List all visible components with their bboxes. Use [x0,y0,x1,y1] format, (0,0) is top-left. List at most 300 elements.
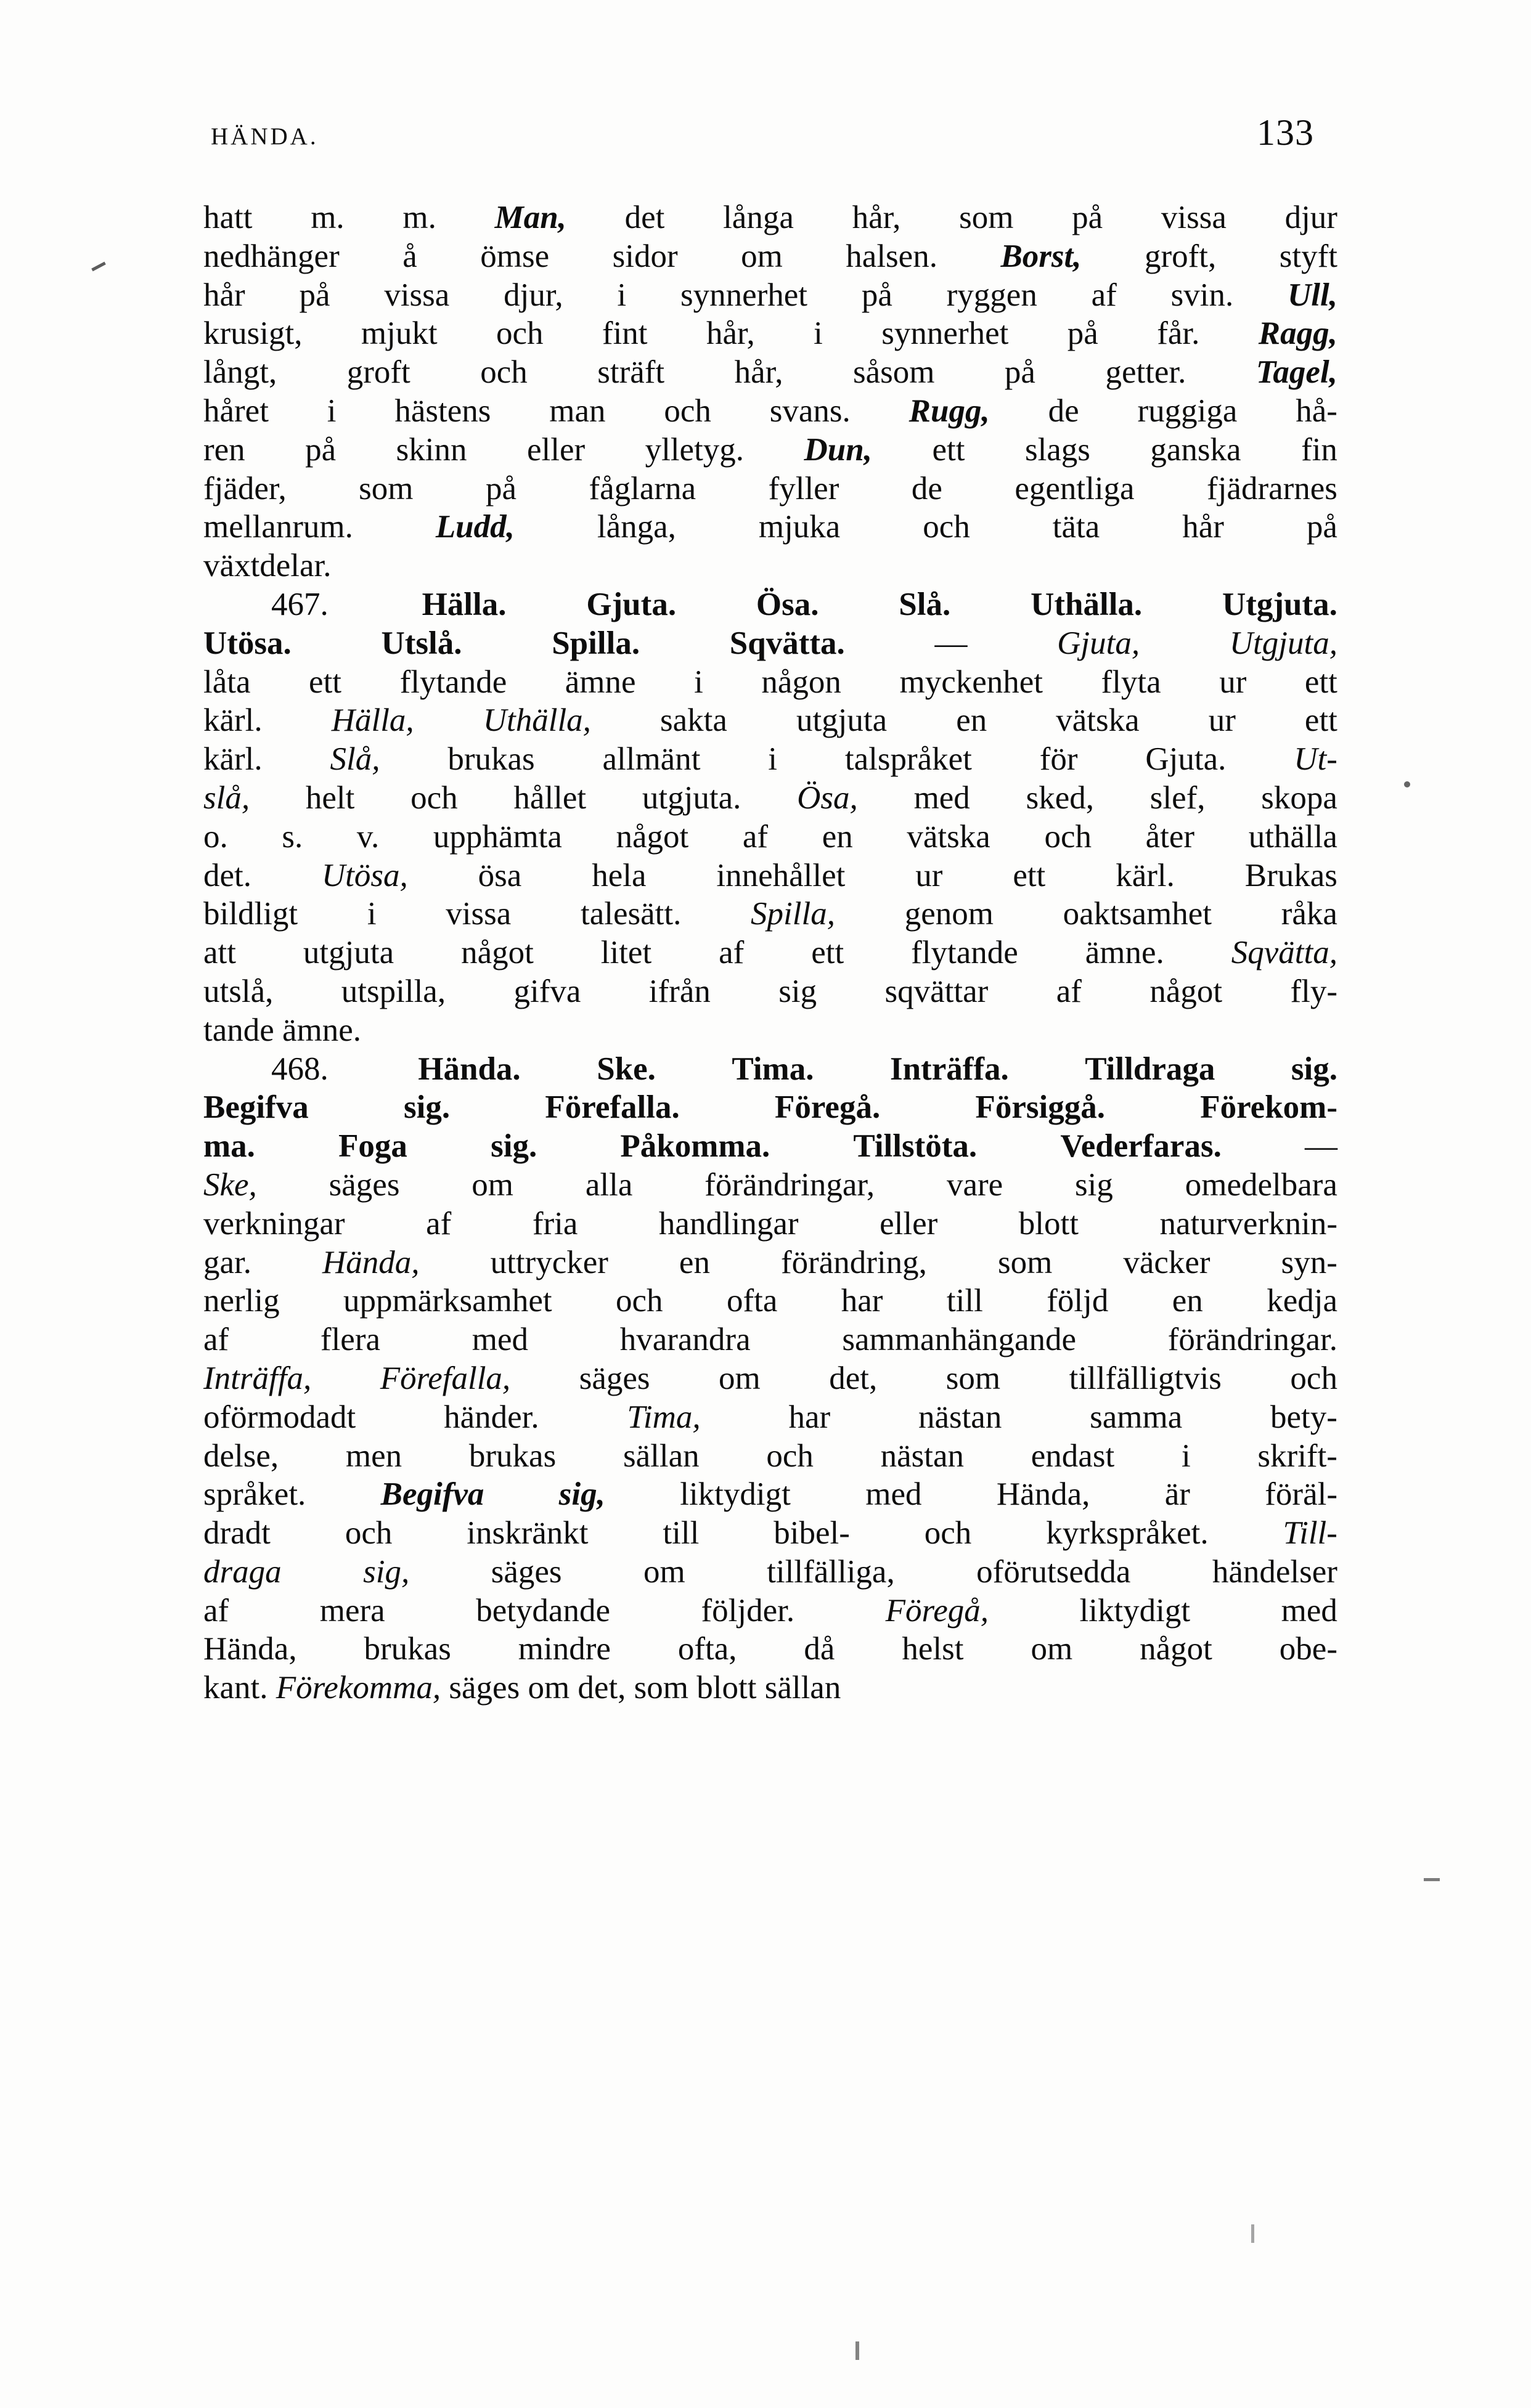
text-run: talesätt. [580,896,682,932]
text-run: bibel- [774,1515,850,1552]
text-run: de [1048,393,1079,429]
text-run: något [616,818,689,855]
text-run: svin. [1170,277,1234,313]
text-run: Dun, [804,431,873,468]
text-line [203,1127,1337,1166]
text-run: ett [309,664,342,700]
text-run: åter [1145,818,1195,855]
text-line [203,276,1337,315]
text-run: Uthälla, [483,702,591,739]
text-run: som [959,200,1014,235]
text-run: håret [203,393,269,429]
text-line [203,547,1337,585]
text-run: slef, [1149,779,1206,816]
text-line [203,818,1337,856]
scan-artifact-bottom [855,2341,859,2360]
text-run: af [426,1205,452,1242]
text-run: samma [1090,1399,1183,1435]
text-line [203,779,1337,818]
text-run: Ösa. [756,586,819,622]
text-run: Rugg, [908,393,990,429]
text-run: Föregå, [885,1592,989,1629]
text-run: uppmärksamhet [343,1283,552,1319]
text-run: utgjuta [796,702,888,739]
text-run: om [472,1166,514,1203]
text-run: eller [880,1205,938,1242]
text-run: upphämta [433,818,562,855]
text-run: Ull, [1288,277,1337,313]
text-run: vissa [384,277,450,313]
text-line [203,1475,1337,1514]
text-run: — [1305,1128,1337,1165]
text-run: Spilla, [751,896,835,932]
text-run: Ske, [203,1166,257,1203]
text-run: eller [526,431,586,468]
text-run: i [1181,1438,1191,1474]
text-run: kyrkspråket. [1046,1515,1209,1552]
scan-artifact-mark [91,262,106,272]
text-run: nästan [880,1438,965,1474]
text-run: uthälla [1248,818,1337,855]
text-run: om [741,238,783,274]
text-run: Begifva [380,1476,484,1513]
text-run: — [934,625,968,661]
text-run: i [617,277,627,313]
text-line [203,1243,1337,1282]
text-run: af [203,1322,229,1358]
text-run: uttrycker [490,1244,608,1280]
text-line [203,972,1337,1011]
text-run: sig [1075,1166,1113,1203]
text-line [203,895,1337,934]
text-run: flytande [911,935,1018,971]
text-run: Försiggå. [975,1089,1105,1126]
text-run: på [1004,354,1035,391]
text-run: Brukas [1244,857,1337,893]
text-run: Utösa. [203,625,292,661]
text-run: hållet [513,779,587,816]
text-run: delse, [203,1438,279,1474]
text-run: ur [915,857,943,893]
text-run: ett [1304,702,1337,739]
text-run: ruggiga [1137,393,1238,429]
text-run: Hända. [418,1051,521,1087]
text-run: helst [902,1631,964,1667]
text-run: mindre [518,1631,611,1667]
text-run: om [1031,1631,1073,1667]
text-line [203,585,1337,624]
text-run: Hälla, [331,702,414,739]
text-run: säges om det, som blott sällan [441,1670,841,1706]
text-run: Förefalla, [380,1360,511,1396]
text-run: ämne [565,664,636,700]
text-run: med [865,1476,922,1513]
text-run: brukas [447,741,535,778]
text-run: omedelbara [1185,1166,1337,1203]
page-header [211,108,1314,153]
text-run: Förekomma, [267,1670,441,1706]
text-run: mjuka [758,509,841,545]
text-line [203,701,1337,740]
text-run: tillfälligtvis [1069,1360,1222,1396]
text-run: sig. [491,1128,537,1165]
text-run: då [804,1631,835,1667]
text-run: Tillstöta. [853,1128,978,1165]
text-line [203,392,1337,431]
text-run: dradt [203,1515,271,1552]
text-line [203,1592,1337,1630]
text-run: allmänt [602,741,701,778]
text-run: en [1172,1283,1203,1319]
text-run: oaktsamhet [1063,896,1212,932]
text-run: fly- [1290,973,1337,1009]
text-run: ryggen [946,277,1037,313]
text-run: en [679,1244,710,1280]
text-run: fria [532,1205,578,1242]
text-run: sammanhängande [842,1322,1077,1358]
text-run: ett [932,431,965,468]
text-run: fyller [768,470,839,506]
text-run: gar. [203,1244,251,1280]
text-run: och [1044,818,1092,855]
text-run: låta [203,664,251,700]
text-run: långa, [597,509,676,545]
text-run: Ösa, [797,779,858,816]
text-run: Tima, [627,1399,701,1435]
text-run: med [1281,1592,1337,1629]
text-run: egentliga [1015,470,1135,506]
text-run: synnerhet [680,277,808,313]
text-run: Gjuta. [1145,741,1227,778]
text-run: fint [602,315,648,352]
text-run: och [616,1283,663,1319]
text-run: har [841,1283,883,1319]
text-run: Inträffa, [203,1360,312,1396]
text-line [203,431,1337,470]
text-run: förändringar. [1167,1322,1337,1358]
text-run: till [946,1283,983,1319]
text-run: har [788,1399,831,1435]
text-run: styft [1279,238,1337,274]
text-run: Ut- [1294,741,1337,778]
text-run: helt [305,779,355,816]
text-run: ett [811,935,844,971]
text-run: Utgjuta, [1229,625,1337,661]
text-run: litet [600,935,652,971]
text-run: de [911,470,942,506]
text-run: ofta, [677,1631,737,1667]
entry-468 [203,1050,1337,1708]
text-line [203,237,1337,276]
text-run: endast [1031,1438,1115,1474]
text-run: o. [203,818,228,855]
page-content [203,108,1337,1707]
text-run: och [1290,1360,1337,1396]
text-run: säges [329,1166,400,1203]
text-run: ett [1304,664,1337,700]
text-run: språket. [203,1476,306,1513]
text-run: Gjuta, [1057,625,1140,661]
text-line [203,508,1337,547]
text-line [203,856,1337,895]
text-run: kärl. [203,702,263,739]
text-run: i [814,315,823,352]
text-run: på [1067,315,1098,352]
text-line [203,1669,1337,1707]
text-run: på [1306,509,1337,545]
text-run: Tilldraga [1085,1051,1215,1087]
text-run: Tagel, [1255,354,1337,391]
scan-artifact-bottom-right [1251,2224,1254,2243]
text-run: myckenhet [899,664,1043,700]
text-run: förändring, [780,1244,927,1280]
text-line [203,1359,1337,1398]
text-run: sakta [659,702,727,739]
text-run: ylletyg. [645,431,745,468]
text-run: sig, [558,1476,605,1513]
text-run: utgjuta. [642,779,741,816]
text-run: det [624,200,665,235]
text-run: på [299,277,330,313]
text-run: af [719,935,745,971]
text-run: Foga [338,1128,407,1165]
text-run: slå, [203,779,250,816]
text-run: ganska [1150,431,1241,468]
text-run: blott [1018,1205,1079,1242]
text-run: nästan [918,1399,1002,1435]
text-run: Till- [1283,1515,1337,1552]
text-run: och [410,779,458,816]
text-run: å [402,238,417,274]
text-line [203,740,1337,779]
text-run: man [549,393,606,429]
text-run: Begifva [203,1089,309,1126]
text-run: djur, [504,277,563,313]
text-run: liktydigt [680,1476,791,1513]
text-run: och [664,393,711,429]
text-run: hår, [734,354,783,391]
text-run: något [1149,973,1223,1009]
text-run: nerlig [203,1283,280,1319]
text-run: Utösa, [321,857,408,893]
text-run: synnerhet [881,315,1009,352]
text-line [203,1553,1337,1592]
text-run: hår [1182,509,1224,545]
text-run: af [742,818,769,855]
text-run: det, [829,1360,878,1396]
text-line [203,314,1337,353]
text-run: sqvättar [884,973,989,1009]
entry-467 [203,585,1337,1050]
text-run: får. [1157,315,1200,352]
page-number: 133 [1257,112,1314,153]
text-run: hästens [394,393,491,429]
text-run: mera [319,1592,385,1629]
text-run: långt, [203,354,277,391]
text-run: hvarandra [619,1322,751,1358]
text-run: säges [491,1553,562,1590]
text-run: följder. [701,1592,795,1629]
text-run: föräl- [1265,1476,1337,1513]
text-run: kedja [1267,1283,1337,1319]
text-run: som [359,470,414,506]
text-run: Vederfaras. [1060,1128,1222,1165]
text-line [203,663,1337,702]
text-run: i [694,664,703,700]
text-run: händer. [444,1399,539,1435]
text-run: är [1164,1476,1190,1513]
text-run: Ludd, [435,509,515,545]
text-line [203,1437,1337,1476]
text-run: flyta [1101,664,1161,700]
text-run: 467. [271,586,329,622]
text-run: kant. [203,1670,268,1706]
text-line [203,353,1337,392]
text-run: gifva [513,973,581,1009]
text-run: Hälla. [422,586,507,622]
text-run: Hända, [996,1476,1090,1513]
text-run: råka [1281,896,1337,932]
text-run: Ske. [597,1051,656,1087]
text-run: ma. [203,1128,255,1165]
text-run: täta [1052,509,1100,545]
text-run: skopa [1261,779,1337,816]
text-line [203,1050,1337,1089]
text-run: Föregå. [774,1089,881,1126]
text-run: Gjuta. [586,586,677,622]
text-run: Sqvätta. [729,625,845,661]
text-run: Uthälla. [1031,586,1143,622]
text-run: utslå, [203,973,274,1009]
text-run: Tima. [732,1051,814,1087]
text-run: oförutsedda [976,1553,1131,1590]
text-run: och [480,354,528,391]
text-run: fjädrarnes [1207,470,1337,506]
text-run: sked, [1026,779,1094,816]
text-run: 468. [271,1051,329,1087]
text-run: ur [1208,702,1236,739]
text-run: och [345,1515,393,1552]
text-run: någon [761,664,841,700]
text-line [203,1166,1337,1205]
text-run: vare [947,1166,1003,1203]
text-run: såsom [852,354,935,391]
text-run: långa [723,200,794,235]
text-line [203,1320,1337,1359]
running-head: HÄNDA. [211,123,319,150]
text-run: handlingar [658,1205,799,1242]
text-run: ösa [478,857,522,893]
text-run: sträft [597,354,665,391]
text-line [203,1630,1337,1669]
text-run: getter. [1105,354,1186,391]
text-run: Spilla. [552,625,640,661]
text-run: hår, [852,200,901,235]
text-run: innehållet [716,857,846,893]
text-line [203,198,1337,237]
text-run: att [203,935,236,971]
text-run: naturverknin- [1159,1205,1337,1242]
text-run: alla [585,1166,633,1203]
text-run: ofta [726,1283,778,1319]
text-run: vissa [1161,200,1227,235]
text-line [203,1398,1337,1437]
text-run: Sqvätta, [1231,935,1337,971]
text-run: väcker [1123,1244,1211,1280]
text-run: hå- [1296,393,1337,429]
text-run: Inträffa. [889,1051,1009,1087]
text-run: det. [203,857,251,893]
text-run: mellanrum. [203,509,353,545]
text-run: halsen. [846,238,937,274]
text-run: oförmodadt [203,1399,356,1435]
text-run: liktydigt [1079,1592,1191,1629]
text-line [203,1011,1337,1050]
text-run: förändringar, [704,1166,875,1203]
text-run: och [496,315,544,352]
text-run: v. [356,818,380,855]
text-run: svans. [769,393,851,429]
text-run: följd [1047,1283,1109,1319]
text-line [203,1514,1337,1553]
text-run: sig [778,973,817,1009]
text-run: verkningar [203,1205,345,1242]
text-run: för [1039,741,1078,778]
text-line [203,934,1337,972]
text-run: sig. [1291,1051,1337,1087]
text-run: skrift- [1257,1438,1337,1474]
text-run: Utgjuta. [1222,586,1337,622]
text-run: bety- [1270,1399,1337,1435]
text-run: vätska [907,818,990,855]
text-run: brukas [468,1438,557,1474]
text-run: ämne. [1085,935,1164,971]
text-run: om [719,1360,761,1396]
text-run: Man, [494,200,566,235]
text-run: groft, [1145,238,1217,274]
text-run: och [924,1515,972,1552]
text-run: i [327,393,337,429]
text-run: och [923,509,970,545]
text-run: nedhänger [203,238,340,274]
text-run: hatt [203,200,253,235]
text-run: Ragg, [1258,315,1337,352]
paragraph-hair-terms [203,198,1337,585]
text-run: djur [1284,200,1337,235]
text-run: talspråket [844,741,972,778]
text-run: af [1056,973,1082,1009]
text-run: flytande [399,664,507,700]
text-run: ur [1219,664,1247,700]
text-run: händelser [1212,1553,1337,1590]
text-run: obe- [1279,1631,1337,1667]
text-run: utgjuta [303,935,394,971]
text-run: af [1091,277,1117,313]
text-run: på [486,470,517,506]
text-run: ren [203,431,245,468]
text-line [203,1282,1337,1320]
text-run: fjäder, [203,470,287,506]
text-run: på [861,277,892,313]
text-run: hela [592,857,647,893]
text-run: mjukt [361,315,438,352]
text-run: med [913,779,970,816]
text-run: hår, [706,315,755,352]
text-run: vätska [1056,702,1140,739]
text-line [203,1205,1337,1243]
text-run: ifrån [648,973,711,1009]
text-run: betydande [476,1592,610,1629]
